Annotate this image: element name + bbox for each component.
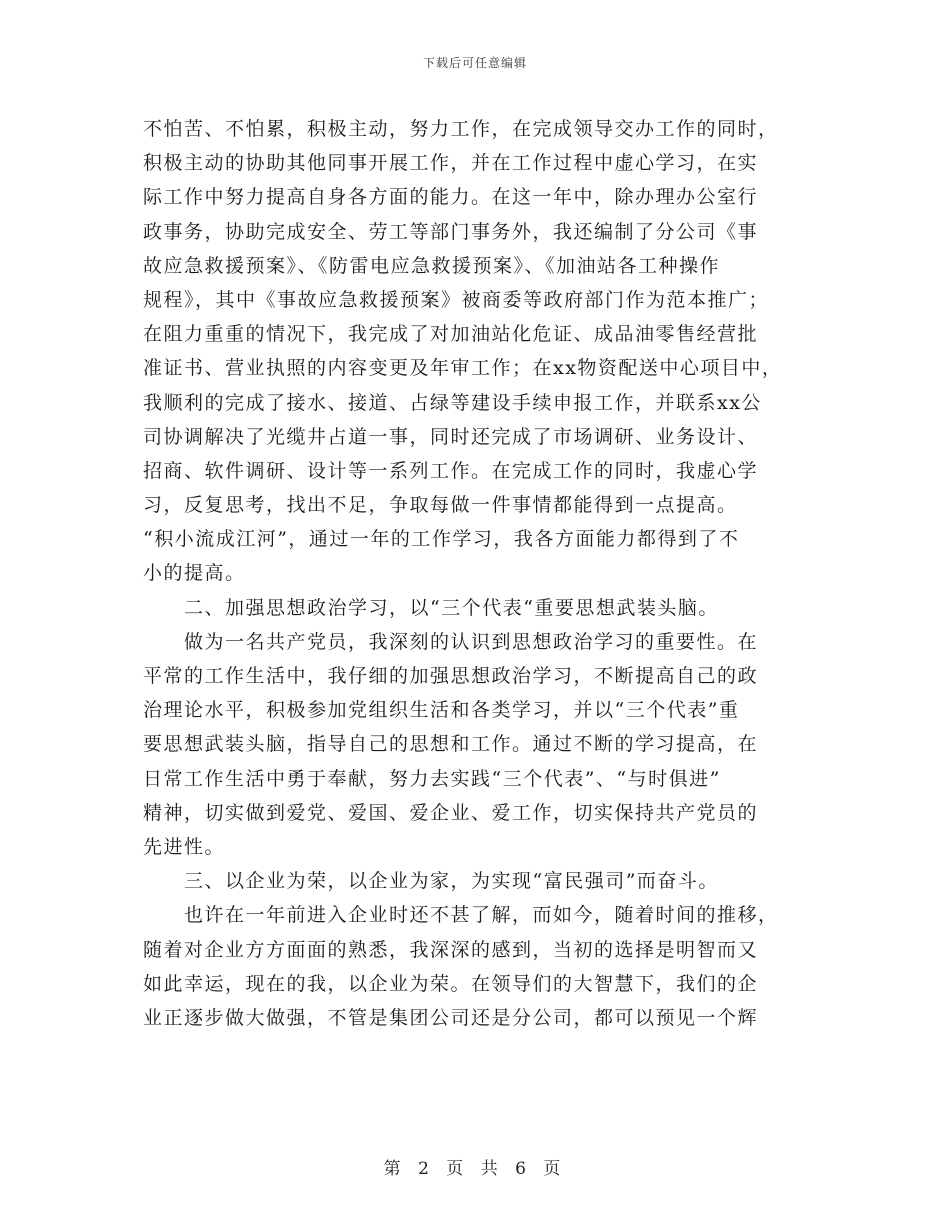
page-number-footer: 第 2 页 共 6 页 <box>383 1159 567 1179</box>
text-line: 不怕苦、不怕累，积极主动，努力工作，在完成领导交办工作的同时， <box>143 118 779 140</box>
text-line: 业正逐步做大做强，不管是集团公司还是分公司，都可以预见一个辉 <box>143 1006 759 1029</box>
text-line: 我顺利的完成了接水、接道、占绿等建设手续申报工作，并联系xx公 <box>143 391 762 414</box>
text-line: 做为一名共产党员，我深刻的认识到思想政治学习的重要性。在 <box>143 630 759 653</box>
text-line: 治理论水平，积极参加党组织生活和各类学习，并以“三个代表”重 <box>143 699 740 722</box>
text-line: 际工作中努力提高自身各方面的能力。在这一年中，除办理办公室行 <box>143 186 759 209</box>
document-body <box>143 112 811 1035</box>
text-line: 先进性。 <box>143 835 226 858</box>
text-line: 在阻力重重的情况下，我完成了对加油站化危证、成品油零售经营批 <box>143 323 759 346</box>
text-line: 平常的工作生活中，我仔细的加强思想政治学习，不断提高自己的政 <box>143 665 759 687</box>
section-heading-3: 三、以企业为荣，以企业为家，为实现“富民强司”而奋斗。 <box>143 870 719 893</box>
text-line: 政事务，协助完成安全、劳工等部门事务外，我还编制了分公司《事 <box>143 220 759 243</box>
text-line: 准证书、营业执照的内容变更及年审工作；在xx物资配送中心项目中， <box>143 357 783 380</box>
text-line: 规程》，其中《事故应急救援预案》被商委等政府部门作为范本推广； <box>143 288 770 311</box>
text-line: 如此幸运，现在的我，以企业为荣。在领导们的大智慧下，我们的企 <box>143 972 759 995</box>
text-line: 故应急救援预案》、《防雷电应急救援预案》、《加油站各工种操作 <box>143 254 721 277</box>
text-line: 随着对企业方方面面的熟悉，我深深的感到，当初的选择是明智而又 <box>143 938 759 961</box>
text-line: 积极主动的协助其他同事开展工作，并在工作过程中虚心学习，在实 <box>143 152 759 175</box>
text-line: 也许在一年前进入企业时还不甚了解，而如今，随着时间的推移， <box>143 904 779 927</box>
text-line: 司协调解决了光缆井占道一事，同时还完成了市场调研、业务设计、 <box>143 425 759 448</box>
text-line: 精神，切实做到爱党、爱国、爱企业、爱工作，切实保持共产党员的 <box>143 801 759 824</box>
text-line: 招商、软件调研、设计等一系列工作。在完成工作的同时，我虚心学 <box>143 459 759 482</box>
text-line: 日常工作生活中勇于奉献，努力去实践“三个代表”、“与时俱进” <box>143 767 721 790</box>
text-line: 习，反复思考，找出不足，争取每做一件事情都能得到一点提高。 <box>143 494 738 517</box>
section-heading-2: 二、加强思想政治学习，以“三个代表“重要思想武装头脑。 <box>143 596 719 619</box>
page-header-note: 下载后可任意编辑 <box>422 56 527 70</box>
text-line: 要思想武装头脑，指导自己的思想和工作。通过不断的学习提高，在 <box>143 733 759 756</box>
text-line: “积小流成江河”，通过一年的工作学习，我各方面能力都得到了不 <box>143 528 740 551</box>
text-line: 小的提高。 <box>143 562 246 585</box>
